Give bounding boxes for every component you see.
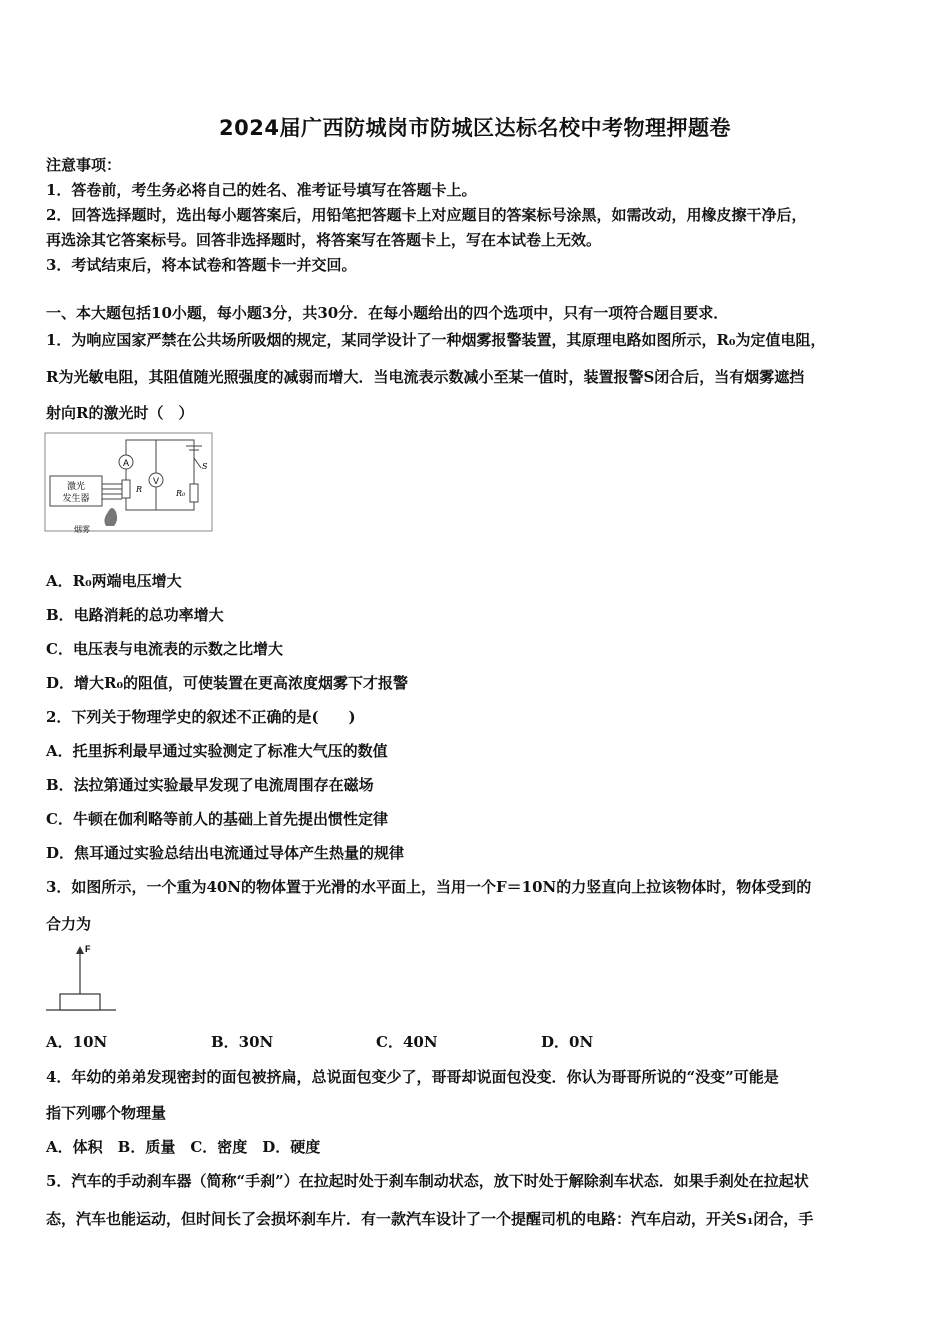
- q2-option-b: B．法拉第通过实验最早发现了电流周围存在磁场: [46, 776, 374, 794]
- ammeter-symbol: A: [122, 458, 130, 468]
- note-item: 再选涂其它答案标号。回答非选择题时，将答案写在答题卡上，写在本试卷上无效。: [46, 231, 602, 249]
- q3-option-d: D．0N: [541, 1033, 594, 1051]
- note-item: 1．答卷前，考生务必将自己的姓名、准考证号填写在答题卡上。: [46, 181, 477, 199]
- switch-s-label: S: [202, 462, 208, 471]
- q1-option-c: C．电压表与电流表的示数之比增大: [46, 640, 283, 658]
- note-item: 3．考试结束后，将本试卷和答题卡一并交回。: [46, 256, 357, 274]
- q1-stem-line: 射向R的激光时（ ）: [46, 404, 194, 422]
- smoke-label: 烟雾: [74, 525, 90, 534]
- q2-stem: 2．下列关于物理学史的叙述不正确的是( ): [46, 708, 356, 726]
- q3-option-b: B．30N: [211, 1033, 274, 1051]
- resistor-r-label: R: [136, 485, 143, 494]
- q3-force-figure: [44, 942, 120, 1014]
- q1-option-d: D．增大R₀的阻值，可使装置在更高浓度烟雾下才报警: [46, 674, 409, 692]
- laser-label-line2: 发生器: [62, 494, 90, 504]
- q3-option-a: A．10N: [46, 1033, 108, 1051]
- q2-option-c: C．牛顿在伽利略等前人的基础上首先提出惯性定律: [46, 810, 388, 828]
- q3-stem-line: 3．如图所示，一个重为40N的物体置于光滑的水平面上，当用一个F＝10N的力竖直向上拉该物体时，物体受到的: [46, 878, 812, 896]
- laser-label-line1: 激光: [66, 482, 86, 492]
- q1-stem-line: 1．为响应国家严禁在公共场所吸烟的规定，某同学设计了一种烟雾报警装置，其原理电路如图所示，R₀为定值电阻，: [46, 331, 826, 349]
- q5-stem-line: 态，汽车也能运动，但时间长了会损坏刹车片．有一款汽车设计了一个提醒司机的电路：汽车启动，开关S₁闭合，手: [46, 1210, 814, 1228]
- q1-option-b: B．电路消耗的总功率增大: [46, 606, 224, 624]
- resistor-r0-label: R₀: [176, 489, 186, 498]
- q4-options: A．体积 B．质量 C．密度 D．硬度: [46, 1138, 321, 1156]
- q3-options: [46, 1031, 593, 1052]
- q1-circuit-figure: [44, 432, 216, 540]
- q4-stem-line: 指下列哪个物理量: [46, 1104, 167, 1122]
- q2-option-d: D．焦耳通过实验总结出电流通过导体产生热量的规律: [46, 844, 405, 862]
- q1-option-a: A．R₀两端电压增大: [46, 572, 182, 590]
- voltmeter-symbol: V: [152, 476, 160, 486]
- q3-option-c: C．40N: [376, 1033, 438, 1051]
- q1-stem-line: R为光敏电阻，其阻值随光照强度的减弱而增大．当电流表示数减小至某一值时，装置报警S闭合后，当有烟雾遮挡: [46, 368, 805, 386]
- notes-heading: 注意事项：: [46, 156, 122, 174]
- section-instructions: 一、本大题包括10小题，每小题3分，共30分．在每小题给出的四个选项中，只有一项符合题目要求．: [46, 304, 729, 322]
- q3-stem-line: 合力为: [46, 915, 92, 933]
- force-f-label: F: [85, 944, 91, 954]
- page-title: 2024届广西防城岗市防城区达标名校中考物理押题卷: [219, 116, 731, 140]
- note-item: 2．回答选择题时，选出每小题答案后，用铅笔把答题卡上对应题目的答案标号涂黑，如需改动，用橡皮擦干净后，: [46, 206, 807, 224]
- q5-stem-line: 5．汽车的手动刹车器（简称“手刹”）在拉起时处于刹车制动状态，放下时处于解除刹车状态．如果手刹处在拉起状: [46, 1172, 809, 1190]
- q4-stem-line: 4．年幼的弟弟发现密封的面包被挤扁，总说面包变少了，哥哥却说面包没变．你认为哥哥所说的“没变”可能是: [46, 1068, 779, 1086]
- q2-option-a: A．托里拆利最早通过实验测定了标准大气压的数值: [46, 742, 388, 760]
